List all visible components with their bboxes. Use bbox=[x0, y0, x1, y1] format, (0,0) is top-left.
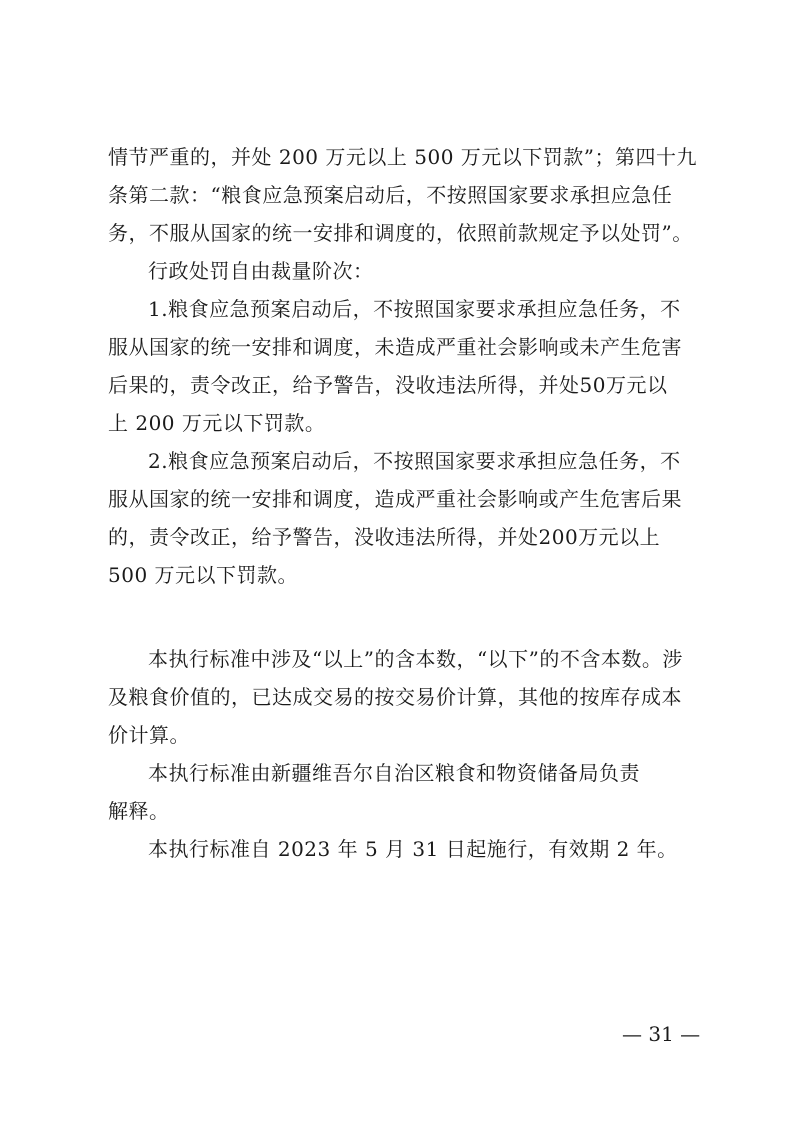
text-line: 情节严重的，并处 200 万元以上 500 万元以下罚款”；第四十九 bbox=[108, 145, 698, 169]
text-line: 后果的，责令改正，给予警告，没收违法所得，并处50万元以 bbox=[108, 373, 668, 397]
text-line: 2.粮食应急预案启动后，不按照国家要求承担应急任务，不 bbox=[148, 449, 681, 473]
text-line: 务，不服从国家的统一安排和调度的，依照前款规定予以处罚”。 bbox=[108, 221, 693, 245]
section-heading: 行政处罚自由裁量阶次： bbox=[148, 259, 374, 283]
text-line: 服从国家的统一安排和调度，造成严重社会影响或产生危害后果 bbox=[108, 487, 682, 511]
text-line: 解释。 bbox=[108, 799, 170, 823]
text-line: 500 万元以下罚款。 bbox=[108, 563, 299, 587]
text-line: 本执行标准自 2023 年 5 月 31 日起施行，有效期 2 年。 bbox=[148, 837, 678, 861]
text-line: 本执行标准由新疆维吾尔自治区粮食和物资储备局负责 bbox=[148, 761, 640, 785]
text-line: 条第二款：“粮食应急预案启动后，不按照国家要求承担应急任 bbox=[108, 183, 673, 207]
text-line: 本执行标准中涉及“以上”的含本数，“以下”的不含本数。涉 bbox=[148, 647, 683, 671]
text-line: 的，责令改正，给予警告，没收违法所得，并处200万元以上 bbox=[108, 525, 661, 549]
text-line: 上 200 万元以下罚款。 bbox=[108, 411, 326, 435]
text-line: 1.粮食应急预案启动后，不按照国家要求承担应急任务，不 bbox=[148, 297, 681, 321]
text-line: 及粮食价值的，已达成交易的按交易价计算，其他的按库存成本 bbox=[108, 685, 682, 709]
text-line: 价计算。 bbox=[108, 723, 190, 747]
text-line: 服从国家的统一安排和调度，未造成严重社会影响或未产生危害 bbox=[108, 335, 682, 359]
page-number: — 31 — bbox=[622, 1022, 701, 1046]
